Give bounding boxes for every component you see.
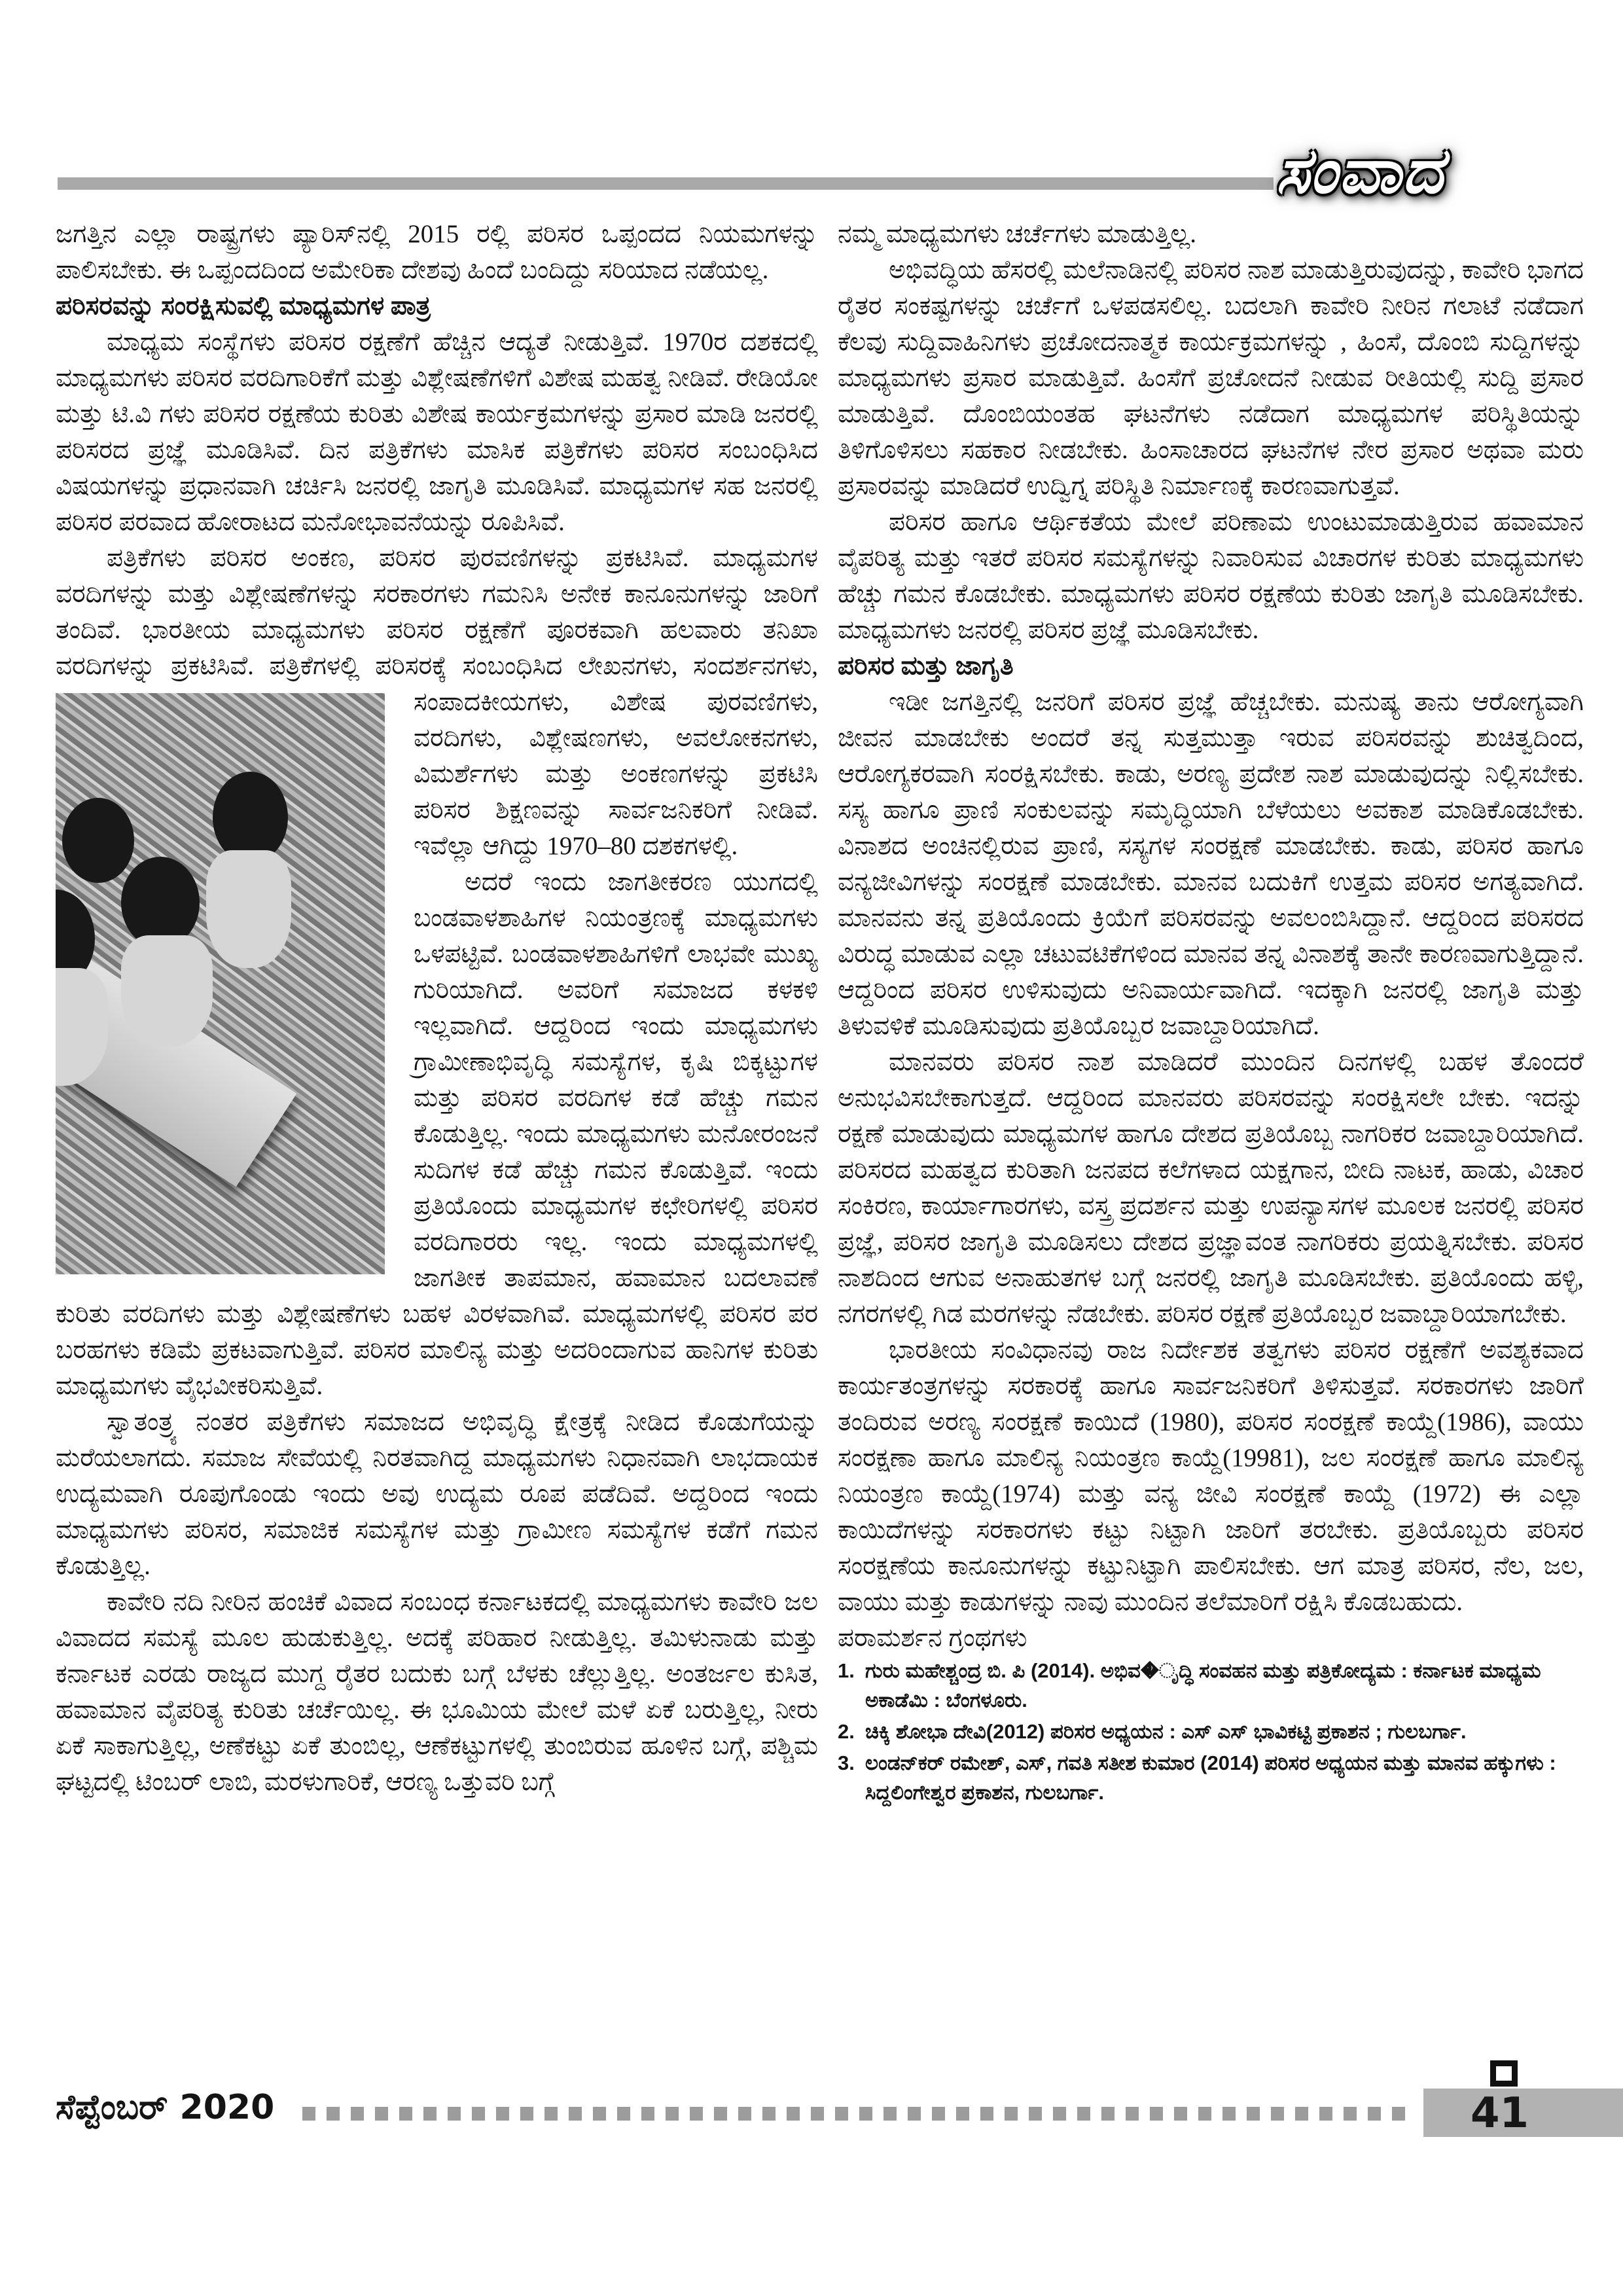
children-garbage-photo	[56, 693, 385, 1274]
footer-issue-date: ಸೆಪ್ಟೆಂಬರ್ 2020	[56, 2088, 275, 2127]
header-rule	[58, 177, 1274, 190]
reference-item	[838, 1717, 1584, 1746]
reference-number: 2.	[838, 1720, 855, 1743]
paragraph: ಸ್ವಾತಂತ್ರ್ಯ ನಂತರ ಪತ್ರಿಕೆಗಳು ಸಮಾಜದ ಅಭಿವೃದ್ಧಿ ಕ್ಷೇತ್ರಕ್ಕೆ ನೀಡಿದ ಕೊಡುಗೆಯನ್ನು ಮರೆಯಲಾಗದು. ಸಮಾಜ ಸೇವೆಯಲ್ಲಿ ನಿರತವಾಗಿದ್ದ ಮಾಧ್ಯಮಗಳು ನಿಧಾನವಾಗಿ ಲಾಭದಾಯಕ ಉದ್ಯಮವಾಗಿ ರೂಪುಗೊಂಡು ಇಂದು ಅವು ಉದ್ಯಮ ರೂಪ ಪಡೆದಿವೆ. ಅದ್ದರಿಂದ ಇಂದು ಮಾಧ್ಯಮಗಳು ಪರಿಸರ, ಸಮಾಜಿಕ ಸಮಸ್ಯೆಗಳ ಮತ್ತು ಗ್ರಾಮೀಣ ಸಮಸ್ಯೆಗಳ ಕಡೆಗೆ ಗಮನ ಕೊಡುತ್ತಿಲ್ಲ.	[56, 1408, 818, 1580]
page-number: 41	[1471, 2089, 1529, 2138]
reference-item	[838, 1656, 1584, 1715]
end-of-article-marker	[1490, 2060, 1518, 2087]
paragraph: ಜಗತ್ತಿನ ಎಲ್ಲಾ ರಾಷ್ಟ್ರಗಳು ಪ್ಯಾರಿಸ್‌ನಲ್ಲಿ 2015 ರಲ್ಲಿ ಪರಿಸರ ಒಪ್ಪಂದದ ನಿಯಮಗಳನ್ನು ಪಾಲಿಸಬೇಕು. ಈ ಒಪ್ಪಂದದಿಂದ ಅಮೇರಿಕಾ ದೇಶವು ಹಿಂದೆ ಬಂದಿದ್ದು ಸರಿಯಾದ ನಡೆಯಲ್ಲ.	[56, 220, 818, 284]
photo-child-silhouette	[213, 772, 288, 863]
photo-child-silhouette	[121, 857, 200, 948]
references-title: ಪರಾಮರ್ಶನ ಗ್ರಂಥಗಳು	[838, 1624, 1027, 1652]
paragraph: ಭಾರತೀಯ ಸಂವಿಧಾನವು ರಾಜ ನಿರ್ದೇಶಕ ತತ್ವಗಳು ಪರಿಸರ ರಕ್ಷಣೆಗೆ ಅವಶ್ಯಕವಾದ ಕಾರ್ಯತಂತ್ರಗಳನ್ನು ಸರಕಾರಕ್ಕೆ ಹಾಗೂ ಸಾರ್ವಜನಿಕರಿಗೆ ತಿಳಿಸುತ್ತವೆ. ಸರಕಾರಗಳು ಜಾರಿಗೆ ತಂದಿರುವ ಅರಣ್ಯ ಸಂರಕ್ಷಣೆ ಕಾಯಿದೆ (1980), ಪರಿಸರ ಸಂರಕ್ಷಣೆ ಕಾಯ್ದೆ(1986), ವಾಯು ಸಂರಕ್ಷಣಾ ಹಾಗೂ ಮಾಲಿನ್ಯ ನಿಯಂತ್ರಣ ಕಾಯ್ದೆ(19981), ಜಲ ಸಂರಕ್ಷಣೆ ಹಾಗೂ ಮಾಲಿನ್ಯ ನಿಯಂತ್ರಣ ಕಾಯ್ದೆ(1974) ಮತ್ತು ವನ್ಯ ಜೀವಿ ಸಂರಕ್ಷಣೆ ಕಾಯ್ದೆ (1972) ಈ ಎಲ್ಲಾ ಕಾಯಿದೆಗಳನ್ನು ಸರಕಾರಗಳು ಕಟ್ಟು ನಿಟ್ಟಾಗಿ ಜಾರಿಗೆ ತರಬೇಕು. ಪ್ರತಿಯೊಬ್ಬರು ಪರಿಸರ ಸಂರಕ್ಷಣೆಯ ಕಾನೂನುಗಳನ್ನು ಕಟ್ಟುನಿಟ್ಟಾಗಿ ಪಾಲಿಸಬೇಕು. ಆಗ ಮಾತ್ರ ಪರಿಸರ, ನೆಲ, ಜಲ, ವಾಯು ಮತ್ತು ಕಾಡುಗಳನ್ನು ನಾವು ಮುಂದಿನ ತಲೆಮಾರಿಗೆ ರಕ್ಷಿಸಿ ಕೊಡಬಹುದು.	[838, 1336, 1584, 1616]
paragraph-with-photo	[56, 540, 818, 864]
reference-number: 1.	[838, 1659, 855, 1682]
reference-text: ಗುರು ಮಹೇಶ್ಚಂದ್ರ ಬಿ. ಪಿ (2014). ಅಭಿವ�ೃದ್ಧಿ ಸಂವಹನ ಮತ್ತು ಪತ್ರಿಕೋದ್ಯಮ : ಕರ್ನಾಟಕ ಮಾಧ್ಯಮ ಅಕಾಡೆಮಿ : ಬೆಂಗಳೂರು.	[865, 1659, 1541, 1712]
reference-item	[838, 1748, 1584, 1807]
page-number-badge	[1423, 2089, 1623, 2137]
paragraph: ಪರಿಸರ ಹಾಗೂ ಆರ್ಥಿಕತೆಯ ಮೇಲೆ ಪರಿಣಾಮ ಉಂಟುಮಾಡುತ್ತಿರುವ ಹವಾಮಾನ ವೈಪರಿತ್ಯ ಮತ್ತು ಇತರೆ ಪರಿಸರ ಸಮಸ್ಯೆಗಳನ್ನು ನಿವಾರಿಸುವ ವಿಚಾರಗಳ ಕುರಿತು ಮಾಧ್ಯಮಗಳು ಹೆಚ್ಚು ಗಮನ ಕೊಡಬೇಕು. ಮಾಧ್ಯಮಗಳು ಪರಿಸರ ರಕ್ಷಣೆಯ ಕುರಿತು ಜಾಗೃತಿ ಮೂಡಿಸಬೇಕು. ಮಾಧ್ಯಮಗಳು ಜನರಲ್ಲಿ ಪರಿಸರ ಪ್ರಜ್ಞೆ ಮೂಡಿಸಬೇಕು.	[838, 508, 1584, 644]
right-column	[838, 216, 1584, 2101]
paragraph: ಅಭಿವದ್ಧಿಯ ಹೆಸರಲ್ಲಿ ಮಲೆನಾಡಿನಲ್ಲಿ ಪರಿಸರ ನಾಶ ಮಾಡುತ್ತಿರುವುದನ್ನು, ಕಾವೇರಿ ಭಾಗದ ರೈತರ ಸಂಕಷ್ಟಗಳನ್ನು ಚರ್ಚೆಗೆ ಒಳಪಡಸಲಿಲ್ಲ. ಬದಲಾಗಿ ಕಾವೇರಿ ನೀರಿನ ಗಲಾಟೆ ನಡೆದಾಗ ಕೆಲವು ಸುದ್ದಿವಾಹಿನಿಗಳು ಪ್ರಚೋದನಾತ್ಮಕ ಕಾರ್ಯಕ್ರಮಗಳನ್ನು , ಹಿಂಸೆ, ದೊಂಬಿ ಸುದ್ದಿಗಳನ್ನು ಮಾಧ್ಯಮಗಳು ಪ್ರಸಾರ ಮಾಡುತ್ತಿವೆ. ಹಿಂಸೆಗೆ ಪ್ರಚೋದನೆ ನೀಡುವ ರೀತಿಯಲ್ಲಿ ಸುದ್ದಿ ಪ್ರಸಾರ ಮಾಡುತ್ತಿವೆ. ದೊಂಬಿಯಂತಹ ಘಟನೆಗಳು ನಡೆದಾಗ ಮಾಧ್ಯಮಗಳ ಪರಿಸ್ಥಿತಿಯನ್ನು ತಿಳಿಗೊಳಿಸಲು ಸಹಕಾರ ನೀಡಬೇಕು. ಹಿಂಸಾಚಾರದ ಘಟನೆಗಳ ನೇರ ಪ್ರಸಾರ ಅಥವಾ ಮರು ಪ್ರಸಾರವನ್ನು ಮಾಡಿದರೆ ಉದ್ವಿಗ್ನ ಪರಿಸ್ಥಿತಿ ನಿರ್ಮಾಣಕ್ಕೆ ಕಾರಣವಾಗುತ್ತವೆ.	[838, 256, 1584, 500]
section-heading-media-role: ಪರಿಸರವನ್ನು ಸಂರಕ್ಷಿಸುವಲ್ಲಿ ಮಾಧ್ಯಮಗಳ ಪಾತ್ರ	[56, 292, 431, 320]
masthead-title: ಸಂವಾದ	[1276, 134, 1445, 207]
photo-child-silhouette	[62, 798, 134, 883]
reference-text: ಚಿಕ್ಕಿ ಶೋಭಾ ದೇವಿ(2012) ಪರಿಸರ ಅಧ್ಯಯನ : ಎಸ್ ಎಸ್ ಭಾವಿಕಟ್ಟಿ ಪ್ರಕಾಶನ ; ಗುಲಬರ್ಗಾ.	[865, 1720, 1467, 1743]
section-heading-environment-awareness: ಪರಿಸರ ಮತ್ತು ಜಾಗೃತಿ	[838, 652, 1014, 680]
paragraph: ಅದರೆ ಇಂದು ಜಾಗತೀಕರಣ ಯುಗದಲ್ಲಿ ಬಂಡವಾಳಶಾಹಿಗಳ ನಿಯಂತ್ರಣಕ್ಕೆ ಮಾಧ್ಯಮಗಳು ಒಳಪಟ್ಟಿವೆ. ಬಂಡವಾಳಶಾಹಿಗಳಿಗೆ ಲಾಭವೇ ಮುಖ್ಯ ಗುರಿಯಾಗಿದೆ. ಅವರಿಗೆ ಸಮಾಜದ ಕಳಕಳಿ ಇಲ್ಲವಾಗಿದೆ. ಆದ್ದರಿಂದ ಇಂದು ಮಾಧ್ಯಮಗಳು ಗ್ರಾಮೀಣಾಭಿವೃದ್ಧಿ ಸಮಸ್ಯೆಗಳ, ಕೃಷಿ ಬಿಕ್ಕಟ್ಟುಗಳ ಮತ್ತು ಪರಿಸರ ವರದಿಗಳ ಕಡೆ ಹೆಚ್ಚು ಗಮನ ಕೊಡುತ್ತಿಲ್ಲ. ಇಂದು ಮಾಧ್ಯಮಗಳು ಮನೋರಂಜನೆ ಸುದಿಗಳ ಕಡೆ ಹೆಚ್ಚು ಗಮನ ಕೊಡುತ್ತಿವೆ. ಇಂದು ಪ್ರತಿಯೊಂದು ಮಾಧ್ಯಮಗಳ ಕಛೇರಿಗಳಲ್ಲಿ ಪರಿಸರ ವರದಿಗಾರರು ಇಲ್ಲ. ಇಂದು ಮಾಧ್ಯಮಗಳಲ್ಲಿ ಜಾಗತೀಕ ತಾಪಮಾನ, ಹವಾಮಾನ ಬದಲಾವಣೆ ಕುರಿತು ವರದಿಗಳು ಮತ್ತು ವಿಶ್ಲೇಷಣೆಗಳು ಬಹಳ ವಿರಳವಾಗಿವೆ. ಮಾಧ್ಯಮಗಳಲ್ಲಿ ಪರಿಸರ ಪರ ಬರಹಗಳು ಕಡಿಮೆ ಪ್ರಕಟವಾಗುತ್ತಿವೆ. ಪರಿಸರ ಮಾಲಿನ್ಯ ಮತ್ತು ಅದರಿಂದಾಗುವ ಹಾನಿಗಳ ಕುರಿತು ಮಾಧ್ಯಮಗಳು ವೈಭವೀಕರಿಸುತ್ತಿವೆ.	[56, 868, 818, 1400]
references-list	[838, 1656, 1584, 1807]
paragraph: ಇಡೀ ಜಗತ್ತಿನಲ್ಲಿ ಜನರಿಗೆ ಪರಿಸರ ಪ್ರಜ್ಞೆ ಹೆಚ್ಚಬೇಕು. ಮನುಷ್ಯ ತಾನು ಆರೋಗ್ಯವಾಗಿ ಜೀವನ ಮಾಡಬೇಕು ಅಂದರೆ ತನ್ನ ಸುತ್ತಮುತ್ತಾ ಇರುವ ಪರಿಸರವನ್ನು ಶುಚಿತ್ವದಿಂದ, ಆರೋಗ್ಯಕರವಾಗಿ ಸಂರಕ್ಷಿಸಬೇಕು. ಕಾಡು, ಅರಣ್ಯ ಪ್ರದೇಶ ನಾಶ ಮಾಡುವುದನ್ನು ನಿಲ್ಲಿಸಬೇಕು. ಸಸ್ಯ ಹಾಗೂ ಪ್ರಾಣಿ ಸಂಕುಲವನ್ನು ಸಮೃದ್ಧಿಯಾಗಿ ಬೆಳೆಯಲು ಅವಕಾಶ ಮಾಡಿಕೊಡಬೇಕು. ವಿನಾಶದ ಅಂಚಿನಲ್ಲಿರುವ ಪ್ರಾಣಿ, ಸಸ್ಯಗಳ ಸಂರಕ್ಷಣೆ ಮಾಡಬೇಕು. ಕಾಡು, ಪರಿಸರ ಹಾಗೂ ವನ್ಯಜೀವಿಗಳನ್ನು ಸಂರಕ್ಷಣೆ ಮಾಡಬೇಕು. ಮಾನವ ಬದುಕಿಗೆ ಉತ್ತಮ ಪರಿಸರ ಅಗತ್ಯವಾಗಿದೆ. ಮಾನವನು ತನ್ನ ಪ್ರತಿಯೊಂದು ಕ್ರಿಯೆಗೆ ಪರಿಸರವನ್ನು ಅವಲಂಬಿಸಿದ್ದಾನೆ. ಆದ್ದರಿಂದ ಪರಿಸರದ ವಿರುದ್ಧ ಮಾಡುವ ಎಲ್ಲಾ ಚಟುವಟಿಕೆಗಳಿಂದ ಮಾನವ ತನ್ನ ವಿನಾಶಕ್ಕೆ ತಾನೇ ಕಾರಣವಾಗುತ್ತಿದ್ದಾನೆ. ಆದ್ದರಿಂದ ಪರಿಸರ ಉಳಿಸುವುದು ಅನಿವಾರ್ಯವಾಗಿದೆ. ಇದಕ್ಕಾಗಿ ಜನರಲ್ಲಿ ಜಾಗೃತಿ ಮತ್ತು ತಿಳುವಳಿಕೆ ಮೂಡಿಸುವುದು ಪ್ರತಿಯೊಬ್ಬರ ಜವಾಬ್ದಾರಿಯಾಗಿದೆ.	[838, 688, 1584, 1040]
paragraph-text: ಪತ್ರಿಕೆಗಳು ಪರಿಸರ ಅಂಕಣ, ಪರಿಸರ ಪುರವಣಿಗಳನ್ನು ಪ್ರಕಟಿಸಿವೆ. ಮಾಧ್ಯಮಗಳ ವರದಿಗಳನ್ನು ಮತ್ತು ವಿಶ್ಲೇಷಣೆಗಳನ್ನು ಸರಕಾರಗಳು ಗಮನಿಸಿ ಅನೇಕ ಕಾನೂನುಗಳನ್ನು ಜಾರಿಗೆ ತಂದಿವೆ. ಭಾರತೀಯ ಮಾಧ್ಯಮಗಳು ಪರಿಸರ ರಕ್ಷಣೆಗೆ ಪೂರಕವಾಗಿ ಹಲವಾರು ತನಿಖಾ ವರದಿಗಳನ್ನು ಪ್ರಕಟಿಸಿವೆ. ಪತ್ರಿಕೆಗಳಲ್ಲಿ ಪರಿಸರಕ್ಕೆ ಸಂಬಂಧಿಸಿದ ಲೇಖನಗಳು, ಸಂದರ್ಶನಗಳು, ಸಂಪಾದಕೀಯಗಳು,	[56, 544, 818, 716]
reference-number: 3.	[838, 1751, 855, 1774]
photo-child-silhouette	[206, 850, 291, 968]
paragraph: ನಮ್ಮ ಮಾಧ್ಯಮಗಳು ಚರ್ಚೆಗಳು ಮಾಡುತ್ತಿಲ್ಲ.	[838, 220, 1196, 248]
left-column	[56, 216, 818, 2101]
paragraph: ಮಾಧ್ಯಮ ಸಂಸ್ಥೆಗಳು ಪರಿಸರ ರಕ್ಷಣೆಗೆ ಹೆಚ್ಚಿನ ಆದ್ಯತೆ ನೀಡುತ್ತಿವೆ. 1970ರ ದಶಕದಲ್ಲಿ ಮಾಧ್ಯಮಗಳು ಪರಿಸರ ವರದಿಗಾರಿಕೆಗೆ ಮತ್ತು ವಿಶ್ಲೇಷಣೆಗಳಿಗೆ ವಿಶೇಷ ಮಹತ್ವ ನೀಡಿವೆ. ರೇಡಿಯೋ ಮತ್ತು ಟಿ.ವಿ ಗಳು ಪರಿಸರ ರಕ್ಷಣೆಯ ಕುರಿತು ವಿಶೇಷ ಕಾರ್ಯಕ್ರಮಗಳನ್ನು ಪ್ರಸಾರ ಮಾಡಿ ಜನರಲ್ಲಿ ಪರಿಸರದ ಪ್ರಜ್ಞೆ ಮೂಡಿಸಿವೆ. ದಿನ ಪತ್ರಿಕೆಗಳು ಮಾಸಿಕ ಪತ್ರಿಕೆಗಳು ಪರಿಸರ ಸಂಬಂಧಿಸಿದ ವಿಷಯಗಳನ್ನು ಪ್ರಧಾನವಾಗಿ ಚರ್ಚಿಸಿ ಜನರಲ್ಲಿ ಜಾಗೃತಿ ಮೂಡಿಸಿವೆ. ಮಾಧ್ಯಮಗಳ ಸಹ ಜನರಲ್ಲಿ ಪರಿಸರ ಪರವಾದ ಹೋರಾಟದ ಮನೋಭಾವನೆಯನ್ನು ರೂಪಿಸಿವೆ.	[56, 328, 818, 536]
paragraph: ಕಾವೇರಿ ನದಿ ನೀರಿನ ಹಂಚಿಕೆ ವಿವಾದ ಸಂಬಂಧ ಕರ್ನಾಟಕದಲ್ಲಿ ಮಾಧ್ಯಮಗಳು ಕಾವೇರಿ ಜಲ ವಿವಾದದ ಸಮಸ್ಯೆ ಮೂಲ ಹುಡುಕುತ್ತಿಲ್ಲ. ಅದಕ್ಕೆ ಪರಿಹಾರ ನೀಡುತ್ತಿಲ್ಲ. ತಮಿಳುನಾಡು ಮತ್ತು ಕರ್ನಾಟಕ ಎರಡು ರಾಜ್ಯದ ಮುಗ್ದ ರೈತರ ಬದುಕು ಬಗ್ಗೆ ಬೆಳಕು ಚೆಲ್ಲುತ್ತಿಲ್ಲ. ಅಂತರ್ಜಲ ಕುಸಿತ, ಹವಾಮಾನ ವೈಪರಿತ್ಯ ಕುರಿತು ಚರ್ಚೆಯಿಲ್ಲ. ಈ ಭೂಮಿಯ ಮೇಲೆ ಮಳೆ ಏಕೆ ಬರುತ್ತಿಲ್ಲ, ನೀರು ಏಕೆ ಸಾಕಾಗುತ್ತಿಲ್ಲ, ಅಣೆಕಟ್ಟು ಏಕೆ ತುಂಬಿಲ್ಲ, ಆಣೆಕಟ್ಟುಗಳಲ್ಲಿ ತುಂಬಿರುವ ಹೂಳಿನ ಬಗ್ಗೆ, ಪಶ್ಚಿಮ ಘಟ್ಟದಲ್ಲಿ ಟಿಂಬರ್ ಲಾಬಿ, ಮರಳುಗಾರಿಕೆ, ಆರಣ್ಯ ಒತ್ತುವರಿ ಬಗ್ಗೆ	[56, 1588, 818, 1796]
reference-text: ಲಂಡನ್‌ಕರ್ ರಮೇಶ್, ಎಸ್, ಗವತಿ ಸತೀಶ ಕುಮಾರ (2014) ಪರಿಸರ ಅಧ್ಯಯನ ಮತ್ತು ಮಾನವ ಹಕ್ಕುಗಳು : ಸಿದ್ದಲಿಂಗೇಶ್ವರ ಪ್ರಕಾಶನ, ಗುಲಬರ್ಗಾ.	[865, 1751, 1556, 1804]
footer-dotted-rule	[302, 2107, 1407, 2121]
paragraph: ಮಾನವರು ಪರಿಸರ ನಾಶ ಮಾಡಿದರೆ ಮುಂದಿನ ದಿನಗಳಲ್ಲಿ ಬಹಳ ತೊಂದರೆ ಅನುಭವಿಸಬೇಕಾಗುತ್ತದೆ. ಆದ್ದರಿಂದ ಮಾನವರು ಪರಿಸರವನ್ನು ಸಂರಕ್ಷಿಸಲೇ ಬೇಕು. ಇದನ್ನು ರಕ್ಷಣೆ ಮಾಡುವುದು ಮಾಧ್ಯಮಗಳ ಹಾಗೂ ದೇಶದ ಪ್ರತಿಯೊಬ್ಬ ನಾಗರಿಕರ ಜವಾಬ್ದಾರಿಯಾಗಿದೆ. ಪರಿಸರದ ಮಹತ್ವದ ಕುರಿತಾಗಿ ಜನಪದ ಕಲೆಗಳಾದ ಯಕ್ಷಗಾನ, ಬೀದಿ ನಾಟಕ, ಹಾಡು, ವಿಚಾರ ಸಂಕಿರಣ, ಕಾರ್ಯಾಗಾರಗಳು, ವಸ್ತ್ರ ಪ್ರದರ್ಶನ ಮತ್ತು ಉಪನ್ಯಾಸಗಳ ಮೂಲಕ ಜನರಲ್ಲಿ ಪರಿಸರ ಪ್ರಜ್ಞೆ, ಪರಿಸರ ಜಾಗೃತಿ ಮೂಡಿಸಲು ದೇಶದ ಪ್ರಜ್ಞಾವಂತ ನಾಗರಿಕರು ಪ್ರಯತ್ನಿಸಬೇಕು. ಪರಿಸರ ನಾಶದಿಂದ ಆಗುವ ಅನಾಹುತಗಳ ಬಗ್ಗೆ ಜನರಲ್ಲಿ ಜಾಗೃತಿ ಮೂಡಿಸಬೇಕು. ಪ್ರತಿಯೊಂದು ಹಳ್ಳಿ, ನಗರಗಳಲ್ಲಿ ಗಿಡ ಮರಗಳನ್ನು ನೆಡಬೇಕು. ಪರಿಸರ ರಕ್ಷಣೆ ಪ್ರತಿಯೊಬ್ಬರ ಜವಾಬ್ದಾರಿಯಾಗಬೇಕು.	[838, 1048, 1584, 1328]
photo-child-silhouette	[121, 935, 213, 1047]
paragraph-text: ವಿಶೇಷ ಪುರವಣಿಗಳು, ವರದಿಗಳು, ವಿಶ್ಲೇಷಣಗಳು, ಅವಲೋಕನಗಳು, ವಿಮರ್ಶೆಗಳು ಮತ್ತು ಅಂಕಣಗಳನ್ನು ಪ್ರಕಟಿಸಿ ಪರಿಸರ ಶಿಕ್ಷಣವನ್ನು ಸಾರ್ವಜನಿಕರಿಗೆ ನೀಡಿವೆ. ಇವೆಲ್ಲಾ ಆಗಿದ್ದು 1970–80 ದಶಕಗಳಲ್ಲಿ.	[414, 688, 818, 860]
